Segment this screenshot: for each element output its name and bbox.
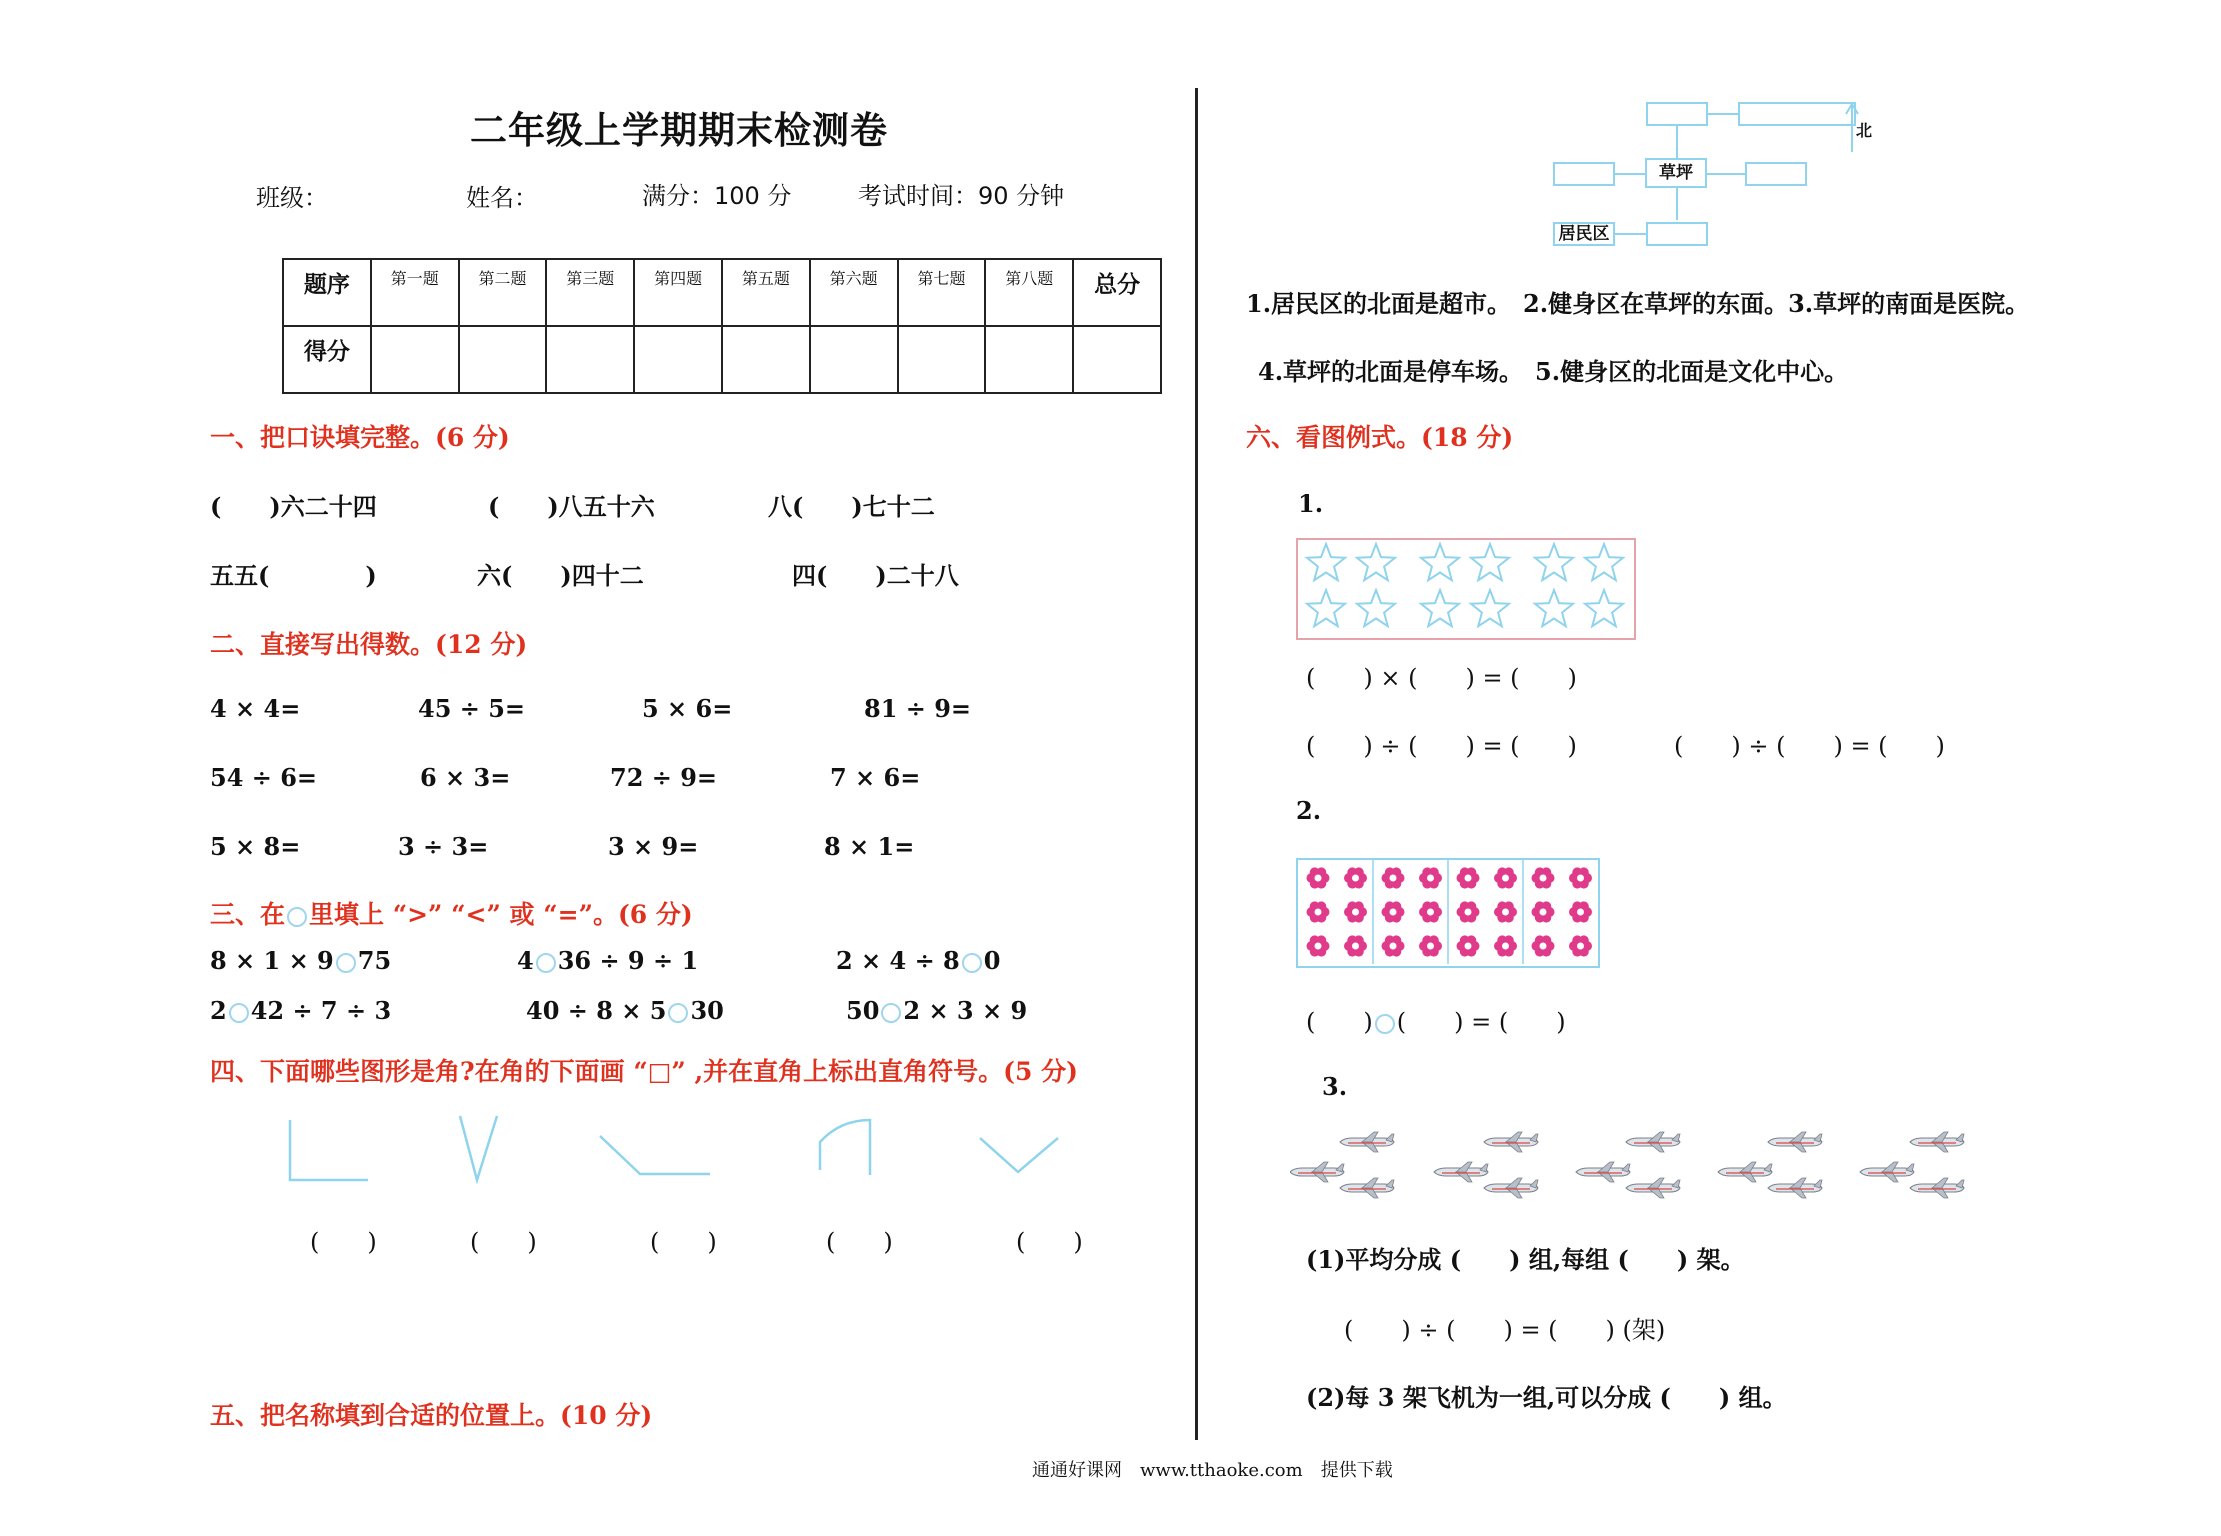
s6-q1-eq2[interactable]: ( ) ÷ ( ) = ( ) bbox=[1306, 732, 1577, 760]
s1-item: 四( )二十八 bbox=[792, 561, 959, 590]
exam-time-label: 考试时间：90 分钟 bbox=[858, 182, 1065, 210]
flower-icon bbox=[1419, 867, 1442, 888]
airplane-icon bbox=[1860, 1162, 1914, 1182]
score-cell[interactable] bbox=[898, 326, 986, 393]
score-cell[interactable] bbox=[722, 326, 810, 393]
star-icon bbox=[1535, 544, 1573, 580]
flower-icon bbox=[1307, 901, 1330, 922]
col-q6: 第六题 bbox=[810, 259, 898, 326]
curve-figure bbox=[820, 1120, 870, 1175]
score-cell[interactable] bbox=[634, 326, 722, 393]
airplane-icon bbox=[1718, 1162, 1772, 1182]
flower-icon bbox=[1569, 901, 1592, 922]
star-icon bbox=[1357, 590, 1395, 626]
page-title: 二年级上学期期末检测卷 bbox=[470, 108, 888, 152]
flowers-figure bbox=[1298, 860, 1598, 964]
star-icon bbox=[1421, 590, 1459, 626]
section-4-title: 四、下面哪些图形是角?在角的下面画 “□” ,并在直角上标出直角符号。(5 分) bbox=[210, 1057, 1078, 1086]
star-icon bbox=[1307, 544, 1345, 580]
s3-left: 50 bbox=[846, 996, 880, 1025]
score-cell[interactable] bbox=[985, 326, 1073, 393]
s4-blank[interactable]: ( ) bbox=[826, 1228, 893, 1256]
score-cell[interactable] bbox=[1073, 326, 1161, 393]
airplane-icon bbox=[1910, 1178, 1964, 1198]
star-icon bbox=[1535, 590, 1573, 626]
s2-item: 7 × 6= bbox=[830, 763, 921, 792]
north-label: 北 bbox=[1856, 121, 1873, 140]
flower-icon bbox=[1344, 935, 1367, 956]
row-header-score: 得分 bbox=[283, 326, 371, 393]
flower-icon bbox=[1494, 901, 1517, 922]
map-box-center: 草坪 bbox=[1645, 158, 1707, 188]
obtuse-angle-figure bbox=[600, 1136, 710, 1174]
airplane-icon bbox=[1484, 1178, 1538, 1198]
col-q1: 第一题 bbox=[371, 259, 459, 326]
airplane-icon bbox=[1768, 1178, 1822, 1198]
flower-icon bbox=[1457, 867, 1480, 888]
s5-clue-line-2: 4.草坪的北面是停车场。 5.健身区的北面是文化中心。 bbox=[1258, 357, 1849, 386]
section-6-title: 六、看图例式。(18 分) bbox=[1246, 423, 1514, 452]
name-label: 姓名： bbox=[466, 184, 538, 212]
flower-icon bbox=[1494, 867, 1517, 888]
s2-item: 5 × 8= bbox=[210, 832, 301, 861]
s6-q3-label: 3. bbox=[1322, 1072, 1348, 1101]
map-line bbox=[1615, 173, 1645, 175]
right-angle-figure bbox=[290, 1120, 368, 1180]
score-cell[interactable] bbox=[810, 326, 898, 393]
s3-left: 4 bbox=[517, 946, 534, 975]
star-icon bbox=[1471, 544, 1509, 580]
airplane-icon bbox=[1626, 1178, 1680, 1198]
s2-item: 6 × 3= bbox=[420, 763, 511, 792]
operator-circle[interactable] bbox=[1375, 1014, 1395, 1034]
s6-q1-label: 1. bbox=[1298, 489, 1324, 518]
map-box-residential: 居民区 bbox=[1553, 222, 1615, 246]
col-total: 总分 bbox=[1073, 259, 1161, 326]
column-divider bbox=[1195, 88, 1198, 1440]
s3-right: 75 bbox=[357, 946, 392, 975]
s5-clue-line-1: 1.居民区的北面是超市。 2.健身区在草坪的东面。3.草坪的南面是医院。 bbox=[1246, 289, 2030, 318]
score-cell[interactable] bbox=[459, 326, 547, 393]
flower-icon bbox=[1457, 901, 1480, 922]
map-box-west[interactable] bbox=[1553, 162, 1615, 186]
s2-item: 3 × 9= bbox=[608, 832, 699, 861]
airplane-icon bbox=[1340, 1178, 1394, 1198]
airplane-icon bbox=[1434, 1162, 1488, 1182]
s1-item: 八( )七十二 bbox=[768, 492, 935, 521]
s6-q2-eq-b[interactable]: ( ) = ( ) bbox=[1396, 1008, 1566, 1036]
airplane-icon bbox=[1290, 1162, 1344, 1182]
star-icon bbox=[1471, 590, 1509, 626]
s3-item bbox=[526, 996, 724, 1025]
s3-left: 40 ÷ 8 × 5 bbox=[526, 996, 667, 1025]
footer-credit: 通通好课网 www.tthaoke.com 提供下载 bbox=[1032, 1460, 1393, 1481]
s3-left: 2 bbox=[210, 996, 227, 1025]
answer-circle[interactable] bbox=[229, 1003, 249, 1023]
flower-icon bbox=[1532, 901, 1555, 922]
flower-icon bbox=[1569, 935, 1592, 956]
s6-q2-label: 2. bbox=[1296, 796, 1322, 825]
flower-icon bbox=[1307, 867, 1330, 888]
s6-q2-eq[interactable] bbox=[1306, 1002, 1566, 1037]
airplanes-figure bbox=[1290, 1130, 2010, 1210]
answer-circle[interactable] bbox=[336, 953, 356, 973]
s3-right: 0 bbox=[983, 946, 1001, 975]
s6-q2-eq-a[interactable]: ( ) bbox=[1306, 1008, 1373, 1036]
s4-blank[interactable]: ( ) bbox=[470, 1228, 537, 1256]
answer-circle[interactable] bbox=[668, 1003, 688, 1023]
flower-icon bbox=[1382, 935, 1405, 956]
compare-circle-icon bbox=[287, 907, 307, 927]
map-line bbox=[1676, 126, 1678, 158]
full-score-label: 满分：100 分 bbox=[642, 182, 792, 210]
s6-q1-eq1[interactable]: ( ) × ( ) = ( ) bbox=[1306, 664, 1577, 692]
score-cell[interactable] bbox=[546, 326, 634, 393]
star-icon bbox=[1357, 544, 1395, 580]
acute-angle-figure bbox=[460, 1116, 497, 1180]
s3-item bbox=[846, 996, 1027, 1025]
s3-left: 8 × 1 × 9 bbox=[210, 946, 334, 975]
open-angle-figure bbox=[980, 1138, 1058, 1172]
s3-item bbox=[836, 946, 1000, 975]
airplane-icon bbox=[1626, 1132, 1680, 1152]
flower-icon bbox=[1419, 901, 1442, 922]
s2-item: 5 × 6= bbox=[642, 694, 733, 723]
col-q4: 第四题 bbox=[634, 259, 722, 326]
col-q2: 第二题 bbox=[459, 259, 547, 326]
s3-item bbox=[517, 946, 698, 975]
airplane-icon bbox=[1484, 1132, 1538, 1152]
s2-item: 4 × 4= bbox=[210, 694, 301, 723]
map-line bbox=[1707, 173, 1745, 175]
map-line bbox=[1708, 113, 1738, 115]
airplane-icon bbox=[1768, 1132, 1822, 1152]
s3-right: 30 bbox=[690, 996, 724, 1025]
section-5-title: 五、把名称填到合适的位置上。(10 分) bbox=[210, 1401, 653, 1430]
angle-figures bbox=[280, 1110, 1080, 1200]
map-line bbox=[1676, 188, 1678, 220]
map-box-north-right[interactable] bbox=[1738, 102, 1856, 126]
s6-q3-a: (1)平均分成 ( ) 组,每组 ( ) 架。 bbox=[1306, 1245, 1745, 1274]
section-2-title: 二、直接写出得数。(12 分) bbox=[210, 630, 528, 659]
map-box-south[interactable] bbox=[1646, 222, 1708, 246]
flower-icon bbox=[1532, 867, 1555, 888]
s4-blank[interactable]: ( ) bbox=[1016, 1228, 1083, 1256]
star-icon bbox=[1307, 590, 1345, 626]
answer-circle[interactable] bbox=[881, 1003, 901, 1023]
map-box-north-left[interactable] bbox=[1646, 102, 1708, 126]
section-1-title: 一、把口诀填完整。(6 分) bbox=[210, 423, 510, 452]
s4-blank[interactable]: ( ) bbox=[650, 1228, 717, 1256]
s3-right: 36 ÷ 9 ÷ 1 bbox=[557, 946, 699, 975]
s3-right: 42 ÷ 7 ÷ 3 bbox=[250, 996, 392, 1025]
s3-title-b: 里填上 “>” “<” 或 “=”。(6 分) bbox=[309, 900, 693, 929]
s2-item: 72 ÷ 9= bbox=[610, 763, 718, 792]
s1-item: 五五( ) bbox=[210, 561, 377, 590]
s4-blank[interactable]: ( ) bbox=[310, 1228, 377, 1256]
flower-icon bbox=[1569, 867, 1592, 888]
s1-item: 六( )四十二 bbox=[477, 561, 644, 590]
col-q5: 第五题 bbox=[722, 259, 810, 326]
col-q7: 第七题 bbox=[898, 259, 986, 326]
s2-item: 54 ÷ 6= bbox=[210, 763, 318, 792]
answer-circle[interactable] bbox=[962, 953, 982, 973]
s6-q1-eq3[interactable]: ( ) ÷ ( ) = ( ) bbox=[1674, 732, 1945, 760]
flower-icon bbox=[1382, 867, 1405, 888]
s3-right: 2 × 3 × 9 bbox=[903, 996, 1028, 1025]
flower-icon bbox=[1382, 901, 1405, 922]
flower-icon bbox=[1419, 935, 1442, 956]
flower-icon bbox=[1307, 935, 1330, 956]
airplane-icon bbox=[1576, 1162, 1630, 1182]
s3-title-a: 三、在 bbox=[210, 900, 286, 929]
map-line bbox=[1615, 233, 1646, 235]
flower-icon bbox=[1457, 935, 1480, 956]
s6-q3-c: (2)每 3 架飞机为一组,可以分成 ( ) 组。 bbox=[1306, 1383, 1787, 1412]
flower-icon bbox=[1532, 935, 1555, 956]
flower-icon bbox=[1494, 935, 1517, 956]
s6-q3-b[interactable]: ( ) ÷ ( ) = ( ) (架) bbox=[1344, 1316, 1666, 1344]
s3-item bbox=[210, 946, 391, 975]
star-icon bbox=[1585, 590, 1623, 626]
col-q8: 第八题 bbox=[985, 259, 1073, 326]
flower-icon bbox=[1344, 901, 1367, 922]
row-header-order: 题序 bbox=[283, 259, 371, 326]
s1-item: ( )六二十四 bbox=[210, 492, 377, 521]
flower-icon bbox=[1344, 867, 1367, 888]
airplane-icon bbox=[1340, 1132, 1394, 1152]
s3-left: 2 × 4 ÷ 8 bbox=[836, 946, 960, 975]
answer-circle[interactable] bbox=[536, 953, 556, 973]
stars-figure bbox=[1298, 540, 1634, 636]
s2-item: 8 × 1= bbox=[824, 832, 915, 861]
star-icon bbox=[1585, 544, 1623, 580]
map-box-east[interactable] bbox=[1745, 162, 1807, 186]
score-table bbox=[282, 258, 1162, 394]
s1-item: ( )八五十六 bbox=[488, 492, 655, 521]
s2-item: 3 ÷ 3= bbox=[398, 832, 489, 861]
col-q3: 第三题 bbox=[546, 259, 634, 326]
section-3-title bbox=[210, 895, 693, 931]
star-icon bbox=[1421, 544, 1459, 580]
airplane-icon bbox=[1910, 1132, 1964, 1152]
s3-item bbox=[210, 996, 391, 1025]
class-label: 班级： bbox=[256, 184, 328, 212]
s2-item: 45 ÷ 5= bbox=[418, 694, 526, 723]
s2-item: 81 ÷ 9= bbox=[864, 694, 972, 723]
score-cell[interactable] bbox=[371, 326, 459, 393]
